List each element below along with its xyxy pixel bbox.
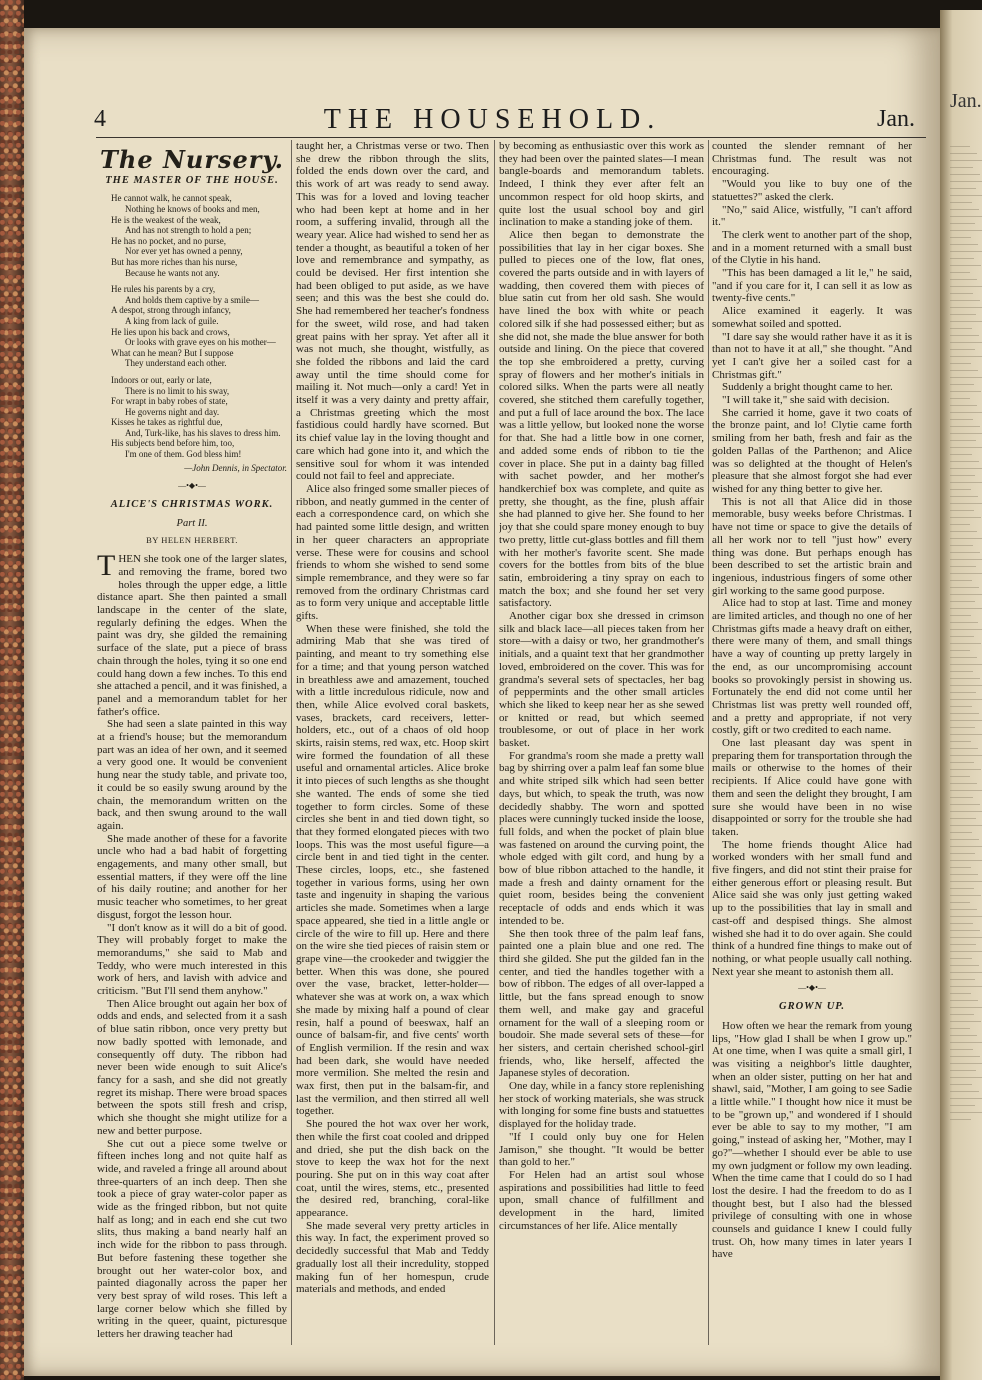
adjacent-text-line: [950, 818, 976, 819]
paragraph: counted the slender remnant of her Christmas fund. The result was not encouraging.: [712, 140, 912, 178]
adjacent-text-line: [950, 307, 982, 308]
adjacent-text-line: [950, 643, 981, 644]
adjacent-text-line: [950, 979, 975, 980]
adjacent-text-line: [950, 181, 982, 182]
paragraph: "I dare say she would rather have it as it is than not to have it at all," she thought. "And yet I can't give her a soiled cast for a Christmas gift.": [712, 330, 912, 381]
poem-line: Nothing he knows of books and men,: [125, 204, 260, 214]
poem-line: He cannot walk, he cannot speak,: [111, 193, 232, 204]
adjacent-text-line: [950, 468, 982, 469]
adjacent-text-line: [950, 664, 982, 665]
paragraph: One day, while in a fancy store replenishing her stock of working materials, she was struck with longing for some fine busts and statuettes displayed for the holiday trade.: [499, 1080, 704, 1131]
masthead: [70, 100, 915, 140]
paragraph: Alice then began to demonstrate the possibilities that lay in her cigar boxes. She pulled to pieces one of the low, flat ones, covered the parts outside and in with layers of wadding, then covered them with pieces of blue satin cut from her old sash. She would have lined the box with white or peach colored silk if she had possessed either; but as she did not, she made the blue answer for both outside and lining. On the piece that covered the top she embroidered a pretty, curving spray of flowers and her mother's initials in colored silks. When the parts were all neatly covered, she stitched them carefully together, and put a full of lace around the box. The lace was a little yellow, but looked none the worse for that. She had a little bow in one corner, and added some ends of ribbon to tie the cover in place. She put in a dainty bag filled with sachet powder, and her mother's handkerchief box was complete, and quite as pretty, she thought, as the fine, plush affair she had planned to give her. She found to her joy that she could spare money enough to buy two pretty, little cut-glass bottles and fill them with her mother's favorite scent. She made covers for the bottles from bits of the blue satin, embroidering a tiny spray on each to match the box; and she found her set very satisfactory.: [499, 228, 704, 610]
adjacent-text-line: [950, 1098, 982, 1099]
poem-line: He rules his parents by a cry,: [111, 284, 216, 295]
adjacent-text-line: [950, 1112, 982, 1113]
adjacent-text-line: [950, 475, 975, 476]
paragraph: "This has been damaged a lit le," he said, "and if you care for it, I can sell it as low as twenty-five cents.": [712, 267, 912, 305]
adjacent-text-line: [950, 951, 982, 952]
adjacent-text-line: [950, 993, 971, 994]
paragraph: Then Alice brought out again her box of odds and ends, and selected from it a sash of blue satin ribbon, once very pretty but now badly spotted with lemonade, and consequently off duty. The ribbon had never been wide enough to suit Alice's fancy for a sash, and she did not greatly regret its mishap. There were broad spaces between the spots still fresh and crisp, which she thought she might utilize for a new and better purpose.: [97, 997, 287, 1137]
adjacent-text-line: [950, 209, 979, 210]
column-separator: [708, 140, 709, 1345]
adjacent-text-line: [950, 461, 979, 462]
paragraph: "I don't know as it will do a bit of good. They will probably forget to make the memorandums," she said to Mab and Teddy, who were much interested in this work of hers, and lavish with advice and criticism. "But I'll send them anyhow.": [97, 921, 287, 998]
adjacent-text-line: [950, 349, 975, 350]
paragraph: When these were finished, she told the admiring Mab that she was tired of painting, and meant to try something else for a time; and that young person watched in breathless awe and amazement, touched with a little incredulous ridicule, now and then, while Alice evolved coral baskets, vases, brackets, card receivers, letter-holders, etc., out of a chaos of old hoop skirts, raisin stems, red wax, etc. Hoop skirt wire formed the foundation of all these useful and ornamental articles. Alice broke it into pieces of such lengths as she thought she wanted. The ends of some she tied together to form circles. Some of these circles she bent in and tied down tight, so that they formed elongated pieces with two loops. This was the most useful figure—a circle bent in and tied tight in the center. These circles, loops, etc., she fastened together in various forms, using her own taste and ingenuity in shaping the various articles she made. Sometimes when a large space appeared, she tied in a little angle or circle of the wire to fill up. Here and there on the wire she tied pieces of raisin stem or grape vine—the crookeder and twiggier the better. When this was done, she poured over the vase, bracket, letter-holder—whatever she was at work on, a wax which she made by mixing half a pound of clear resin, half a pound of beeswax, half an ounce of balsam-fir, and five cents' worth of English vermilion. If the resin and wax had been dark, she would have needed more vermilion. She melted the resin and wax first, then put in the balsam-fir, and last the vermilion, and then stirred all well together.: [296, 622, 489, 1118]
poem-line: A despot, strong through infancy,: [111, 305, 231, 316]
adjacent-text-line: [950, 566, 976, 567]
poem-line: He lies upon his back and crows,: [111, 326, 230, 337]
adjacent-text-line: [950, 790, 982, 791]
adjacent-text-line: [950, 1028, 970, 1029]
adjacent-text-line: [950, 153, 977, 154]
issue-month: Jan.: [877, 106, 915, 132]
adjacent-text-line: [950, 860, 982, 861]
paragraph: taught her, a Christmas verse or two. Then she drew the ribbon through the slits, folded the ends down over the card, and this work of art was ready to send away. This was for a loved and loving teacher who had been kept at home and in her room, a suffering invalid, through all the weary year. Alice had wished to send her as tender a thought, as beautiful a token of her love and remembrance and sympathy, as could be devised. Her first intention she had been obliged to put aside, as we have seen; and this was the best she could do. She had remembered her teacher's fondness for the sweet, wild rose, and had taken great pains with her spray. Yet after all it was not much, she thought, wistfully, as she folded the ribbons and laid the card away until the time should come for mailing it. Not much—only a card! Yet in itself it was a very dainty and pretty affair, a Christmas greeting which the most fastidious could hardly have scorned. But its chief value lay in the loving thought and care which had gone into it, and which the sensitive soul for whom it was intended could not fail to feel and appreciate.: [296, 140, 489, 483]
adjacent-text-line: [950, 531, 977, 532]
adjacent-text-line: [950, 874, 978, 875]
adjacent-text-line: [950, 195, 982, 196]
poem-line: Or looks with grave eyes on his mother—: [125, 337, 276, 348]
adjacent-text-line: [950, 1084, 972, 1085]
adjacent-text-line: [950, 524, 970, 525]
adjacent-text-line: [950, 1007, 982, 1008]
paragraph: Another cigar box she dressed in crimson silk and black lace—all pieces taken from her store—with a daisy or two, her grandmother's initials, and a quaint text that her grandmother loved, embroidered on the cover. This was for grandma's several sets of spectacles, her bag of peppermints and the other small articles which she liked to keep near her as she sewed or knitted or read, but which seemed troublesome, or out of place in her work basket.: [499, 610, 704, 750]
adjacent-text-line: [950, 370, 978, 371]
poem-line: And holds them captive by a smile—: [125, 294, 259, 305]
adjacent-text-line: [950, 251, 982, 252]
adjacent-text-line: [950, 881, 982, 882]
poem-line: Kisses he takes as rightful due,: [111, 417, 223, 428]
poem-line: I'm one of them. God bless him!: [125, 449, 242, 460]
poem-line: His subjects bend before him, too,: [111, 438, 235, 449]
paragraph: She cut out a piece some twelve or fifteen inches long and not quite half as wide, and raveled a fringe all around about three-quarters of an inch deep. Then she took a piece of gray water-color paper as wide as the fringed ribbon, but not quite half as long; and in each end she cut two slits, thus making a band nearly half an inch wide for the ribbon to pass through. But before fastening these together she brought out her water-color box, and painted diagonally across the paper her very best spray of wild roses. This left a large corner below which she filled by writing in the queer, quaint, picturesque letters her drawing teacher had: [97, 1137, 287, 1341]
poem-attribution: —John Dennis, in Spectator.: [184, 462, 287, 473]
book-binding: [0, 0, 24, 1380]
adjacent-text-line: [950, 762, 974, 763]
adjacent-text-line: [950, 685, 982, 686]
adjacent-text-line: [950, 419, 973, 420]
adjacent-text-line: [950, 230, 982, 231]
adjacent-text-line: [950, 160, 982, 161]
paragraph: "If I could only buy one for Helen Jamison," she thought. "It would be better than gold to her.": [499, 1130, 704, 1169]
adjacent-text-line: [950, 496, 978, 497]
adjacent-page-header: Jan.: [950, 90, 982, 112]
poem-line: What can he mean? But I suppose: [111, 347, 234, 358]
adjacent-text-line: [950, 783, 977, 784]
poem-line: And has not strength to hold a pen;: [125, 225, 252, 236]
adjacent-text-line: [950, 601, 975, 602]
adjacent-text-line: [950, 510, 974, 511]
adjacent-text-line: [950, 202, 972, 203]
adjacent-text-line: [950, 811, 982, 812]
adjacent-text-line: [950, 958, 972, 959]
paragraph: Alice had to stop at last. Time and money are limited articles, and though no one of her Christmas gifts made a heavy draft on either, there were many of them, and small things have a way of counting up pretty largely in the end, as our uncompromising account books so provokingly persist in showing us. Fortunately the end did not come until her Christmas list was pretty well rounded off, and a pretty and appropriate, if not very costly, gift or two credited to each name.: [712, 597, 912, 737]
adjacent-text-line: [950, 678, 980, 679]
adjacent-text-line: [950, 755, 982, 756]
adjacent-text-line: [950, 671, 973, 672]
adjacent-text-line: [950, 699, 982, 700]
adjacent-text-line: [950, 545, 973, 546]
adjacent-text-line: [950, 706, 972, 707]
story-author: BY HELEN HERBERT.: [146, 535, 238, 546]
adjacent-text-line: [950, 1042, 982, 1043]
adjacent-text-line: [950, 552, 980, 553]
poem-line: Nor ever yet has owned a penny,: [125, 246, 243, 257]
adjacent-text-line: [950, 398, 970, 399]
adjacent-text-line: [950, 216, 982, 217]
adjacent-text-line: [950, 888, 974, 889]
adjacent-text-line: [950, 580, 972, 581]
paragraph: She carried it home, gave it two coats of the bronze paint, and lo! Clytie came forth smiling from her bath, fresh and fair as the golden Pallas of the Parthenon; and Alice was so delighted at the thought of Helen's pleasure that she almost forgot she had ever wished for any thing better to give her.: [712, 406, 912, 495]
poem-line: Indoors or out, early or late,: [111, 374, 212, 385]
paragraph: "I will take it," she said with decision.: [722, 394, 890, 407]
poem-line: They understand each other.: [125, 358, 227, 369]
adjacent-text-line: [950, 1000, 978, 1001]
paragraph: THEN she took one of the larger slates, and removing the frame, bored two holes through the upper edge, a little distance apart. She then painted a small landscape in the center of the slate, regularly defining the edges. When the paint was dry, she gilded the remaining surface of the slate, put a piece of brass chain through the holes, tying it so one end could hang down a few inches. To this end she attached a pencil, and it was finished, a panel and a memorandum tablet for her father's office.: [97, 549, 287, 718]
adjacent-text-line: [950, 1056, 980, 1057]
adjacent-text-line: [950, 489, 971, 490]
adjacent-text-line: [950, 741, 971, 742]
adjacent-text-line: [950, 314, 976, 315]
paragraph: This is not all that Alice did in those memorable, busy weeks before Christmas. I have not time or space to give the details of all her work nor to tell "just how" every thing was done. But perhaps enough has been described to set the artistic brain and ingenious, industrious fingers of some other girl working to the same good purpose.: [712, 495, 912, 597]
masthead-rule: [96, 137, 926, 138]
adjacent-text-line: [950, 657, 977, 658]
adjacent-text-line: [950, 713, 979, 714]
adjacent-text-line: [950, 930, 980, 931]
adjacent-text-line: [950, 1077, 982, 1078]
adjacent-text-line: [950, 748, 978, 749]
adjacent-text-line: [950, 328, 972, 329]
adjacent-text-line: [950, 692, 976, 693]
adjacent-text-line: [950, 909, 977, 910]
paragraph: The clerk went to another part of the shop, and in a moment returned with a small bust of the Clytie in his hand.: [712, 228, 912, 267]
column-separator: [291, 140, 292, 1345]
drop-cap: T: [97, 549, 116, 583]
adjacent-text-line: [950, 265, 981, 266]
paragraph: Alice examined it eagerly. It was somewhat soiled and spotted.: [712, 305, 912, 330]
adjacent-text-line: [950, 356, 982, 357]
poem-line: For wrapt in baby robes of state,: [111, 396, 228, 407]
column-3: [499, 140, 704, 1350]
poem-line: He has no pocket, and no purse,: [111, 235, 226, 246]
adjacent-text-line: [950, 433, 982, 434]
adjacent-text-line: [950, 286, 982, 287]
adjacent-page-edge: [940, 10, 982, 1380]
adjacent-text-line: [950, 916, 982, 917]
paragraph: One last pleasant day was spent in preparing them for transportation through the mails or otherwise to the homes of their recipients. If Alice could have gone with them and seen the delight they brought, I am sure she would have been in no wise disappointed or sorry for the trouble she had taken.: [712, 737, 912, 838]
adjacent-text-line: [950, 846, 982, 847]
adjacent-text-line: [950, 384, 974, 385]
paragraph: Alice also fringed some smaller pieces of ribbon, and neatly gummed in the center of each a correspondence card, on which she had painted some little design, and written in her queer characters an appropriate verse. These were for cousins and school friends to whom she wished to send some simple remembrance, and they were so far removed from the ordinary Christmas card as to form very unique and acceptable little gifts.: [296, 482, 489, 623]
adjacent-text-line: [950, 615, 971, 616]
adjacent-text-line: [950, 587, 979, 588]
adjacent-text-line: [950, 482, 982, 483]
adjacent-page-text-lines: [950, 140, 982, 1126]
poem-line: He governs night and day.: [125, 406, 220, 417]
adjacent-text-line: [950, 426, 980, 427]
adjacent-text-line: [950, 447, 982, 448]
adjacent-text-line: [950, 258, 974, 259]
adjacent-text-line: [950, 1091, 979, 1092]
adjacent-text-line: [950, 1021, 981, 1022]
adjacent-text-line: [950, 853, 975, 854]
adjacent-text-line: [950, 937, 982, 938]
story-title: ALICE'S CHRISTMAS WORK.: [110, 499, 274, 511]
adjacent-text-line: [950, 734, 982, 735]
adjacent-text-line: [950, 972, 982, 973]
adjacent-text-line: [950, 293, 973, 294]
page-number: 4: [94, 106, 106, 132]
poem-line: But has more riches than his nurse,: [111, 256, 238, 267]
adjacent-text-line: [950, 923, 973, 924]
story-part: Part II.: [176, 517, 208, 529]
publication-title: THE HOUSEHOLD.: [323, 104, 662, 135]
adjacent-text-line: [950, 237, 971, 238]
adjacent-text-line: [950, 832, 972, 833]
adjacent-text-line: [950, 321, 982, 322]
adjacent-text-line: [950, 223, 975, 224]
adjacent-text-line: [950, 1035, 977, 1036]
adjacent-text-line: [950, 965, 979, 966]
adjacent-text-line: [950, 440, 976, 441]
adjacent-text-line: [950, 573, 982, 574]
adjacent-text-line: [950, 517, 981, 518]
paragraph: "Would you like to buy one of the statuettes?" asked the clerk.: [712, 178, 912, 203]
adjacent-text-line: [950, 300, 980, 301]
adjacent-text-line: [950, 244, 978, 245]
adjacent-text-line: [950, 363, 971, 364]
adjacent-text-line: [950, 825, 982, 826]
adjacent-text-line: [950, 167, 973, 168]
adjacent-text-line: [950, 727, 975, 728]
adjacent-text-line: [950, 503, 982, 504]
poem-title: THE MASTER OF THE HOUSE.: [105, 174, 279, 186]
adjacent-text-line: [950, 342, 982, 343]
column-4: [712, 140, 912, 1350]
adjacent-text-line: [950, 405, 977, 406]
section-title: GROWN UP.: [779, 1001, 845, 1013]
paragraph: She made several very pretty articles in this way. In fact, the experiment proved so decidedly successful that Mab and Teddy gradually lost all their incredulity, stopped making fun of her homespun, crude materials and methods, and ended: [296, 1219, 489, 1296]
adjacent-text-line: [950, 776, 970, 777]
ornament-divider: —•◆•—: [798, 983, 826, 993]
adjacent-text-line: [950, 377, 982, 378]
paragraph: by becoming as enthusiastic over this work as they had been over the painted slates—I mean bangle-boards and memorandum tablets. Indeed, I think they ever after felt an uncommon respect for old hoop skirts, and quite lost the usual school boy and girl inclination to make a standing joke of them.: [499, 140, 704, 229]
adjacent-text-line: [950, 1119, 971, 1120]
poem-line: He is the weakest of the weak,: [111, 214, 221, 225]
paragraph: For Helen had an artist soul whose aspirations and possibilities had little to feed upon, small chance of fulfillment and development in the hard, limited circumstances of her life. Alice mentally: [499, 1168, 704, 1232]
poem-line: There is no limit to his sway,: [125, 385, 230, 396]
poem: [111, 193, 287, 459]
paragraph: She then took three of the palm leaf fans, painted one a plain blue and one red. The third she gilded. She put the gilded fan in the center, and tied the handles together with a bow of ribbon. The edges of all over-lapped a little, but the fans spread enough to snow them well, and make gay and graceful ornament for the wall of a sleeping room or boudoir. She made several sets of these—for her sisters, and certain cherished school-girl friends, who, like herself, affected the Japanese styles of decoration.: [499, 927, 704, 1080]
paragraph: The home friends thought Alice had worked wonders with her small fund and five fingers, and did not stint their praise for either generous effort or pleasing result. But Alice said she was only just getting waked up to the possibilities that lay in small and cast-off and despised things. She almost wished she had it to do over again. She could think of a hundred fine things to make out of nothing, or what people usually call nothing. Next year she meant to astonish them all.: [712, 838, 912, 978]
column-separator: [494, 140, 495, 1345]
paragraph: For grandma's room she made a pretty wall bag by shirring over a palm leaf fan some blue and white striped silk which had seen better days, but which, to speak the truth, was now decidedly shabby. The worn and spotted places were cunningly tucked inside the loose, full folds, and when the pocket of plain blue was fastened on around the curving point, the whole edged with gilt cord, and hung by a bow of blue ribbon attached to the handle, it made a fresh and dainty ornament for the quiet room, besides being the convenient receptacle of odds and ends which it was intended to be.: [499, 749, 704, 927]
column-1: [97, 140, 287, 1350]
adjacent-text-line: [950, 594, 982, 595]
adjacent-text-line: [950, 944, 976, 945]
story-body: [97, 549, 287, 1341]
adjacent-text-line: [950, 559, 982, 560]
paragraph: She had seen a slate painted in this way at a friend's house; but the memorandum part was an idea of her own, and it seemed a very good one. It would be convenient hung near the study table, and private too, it could be so easily swung around by the chain, the memorandum written on the back, and then swung around to the wall again.: [97, 718, 287, 832]
poem-line: And, Turk-like, has his slaves to dress him.: [125, 427, 281, 438]
adjacent-text-line: [950, 1049, 973, 1050]
paragraph: How often we hear the remark from young lips, "How glad I shall be when I grow up." At one time, when I was quite a small girl, I was visiting a neighbor's little daughter, when an older sister, putting on her hat and shawl, said, "Mother, I am going to see Sadie a little while." I thought how nice it must be to be "grown up," and wondered if I should ever be able to say to my mother, "I am going," instead of asking her, "Mother, may I go?"—whether I should ever be able to use my own judgment or follow my own leading. When the time came that I could do so I had lost the desire. I had the freedom to do as I thought best, but I also had the blessed privilege of consulting with one in whose counsels and guidance I knew I could fully trust. Oh, how many times in later years I have: [712, 1019, 912, 1261]
adjacent-text-line: [950, 622, 978, 623]
adjacent-text-line: [950, 454, 972, 455]
adjacent-text-line: [950, 769, 981, 770]
adjacent-text-line: [950, 636, 974, 637]
adjacent-text-line: [950, 538, 982, 539]
adjacent-text-line: [950, 1063, 982, 1064]
adjacent-text-line: [950, 1014, 974, 1015]
adjacent-text-line: [950, 188, 976, 189]
adjacent-text-line: [950, 902, 970, 903]
adjacent-text-line: [950, 608, 982, 609]
adjacent-text-line: [950, 391, 981, 392]
paragraph: "No," said Alice, wistfully, "I can't afford it.": [712, 203, 912, 229]
adjacent-text-line: [950, 867, 971, 868]
poem-line: Because he wants not any.: [125, 267, 220, 278]
adjacent-text-line: [950, 1070, 976, 1071]
adjacent-text-line: [950, 335, 979, 336]
adjacent-text-line: [950, 895, 981, 896]
adjacent-text-line: [950, 804, 980, 805]
adjacent-text-line: [950, 650, 970, 651]
paragraph: She poured the hot wax over her work, then while the first coat cooled and dripped and dried, she put the dish back on the stove to keep the wax hot for the next pouring. She put on in this way coat after coat, until the wires, stems, etc., presented the desired red, branching, coral-like appearance.: [296, 1118, 489, 1220]
adjacent-text-line: [950, 629, 982, 630]
adjacent-text-line: [950, 174, 980, 175]
adjacent-text-line: [950, 986, 982, 987]
adjacent-text-line: [950, 720, 982, 721]
adjacent-text-line: [950, 146, 970, 147]
adjacent-text-line: [950, 272, 970, 273]
ornament-divider: —•◆•—: [178, 481, 206, 491]
column-2: [296, 140, 489, 1350]
paragraph: She made another of these for a favorite uncle who had a bad habit of forgetting engagements, and many other small, but essential matters, if they were off the line of his daily routine; and another for her music teacher who sometimes, to her great disgust, forgot the lesson hour.: [97, 832, 287, 921]
adjacent-text-line: [950, 839, 979, 840]
paragraph: Suddenly a bright thought came to her.: [722, 381, 893, 394]
adjacent-text-line: [950, 1105, 975, 1106]
adjacent-text-line: [950, 797, 973, 798]
poem-line: A king from lack of guile.: [125, 315, 219, 326]
adjacent-text-line: [950, 412, 982, 413]
department-heading: The Nursery.: [100, 145, 284, 174]
adjacent-text-line: [950, 279, 977, 280]
